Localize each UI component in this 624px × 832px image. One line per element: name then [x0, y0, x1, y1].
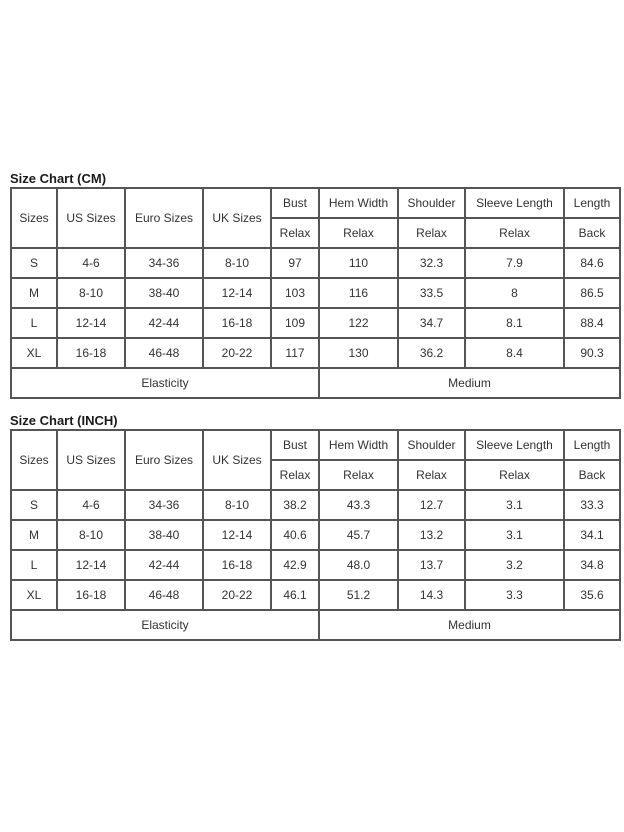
- subheader-sleeve-fit: Relax: [465, 218, 564, 248]
- table-row: [11, 248, 620, 278]
- header-bust: Bust: [271, 188, 319, 218]
- cell-hem: 43.3: [319, 490, 398, 520]
- elasticity-label: Elasticity: [11, 610, 319, 640]
- cell-uk: 8-10: [203, 248, 271, 278]
- table-row: [11, 490, 620, 520]
- cell-uk: 20-22: [203, 580, 271, 610]
- cell-bust: 40.6: [271, 520, 319, 550]
- subheader-sleeve-fit: Relax: [465, 460, 564, 490]
- cell-euro: 34-36: [125, 490, 203, 520]
- cell-length: 34.8: [564, 550, 620, 580]
- cell-size: M: [11, 278, 57, 308]
- footer-row: [11, 368, 620, 398]
- cell-size: S: [11, 248, 57, 278]
- subheader-shoulder-fit: Relax: [398, 218, 465, 248]
- header-us-sizes: US Sizes: [57, 430, 125, 490]
- cell-euro: 46-48: [125, 580, 203, 610]
- size-chart-cm-table: [10, 187, 621, 399]
- table-row: [11, 308, 620, 338]
- cell-uk: 16-18: [203, 550, 271, 580]
- cell-euro: 38-40: [125, 520, 203, 550]
- cell-uk: 12-14: [203, 520, 271, 550]
- cell-uk: 8-10: [203, 490, 271, 520]
- header-us-sizes: US Sizes: [57, 188, 125, 248]
- cell-sleeve: 3.1: [465, 520, 564, 550]
- table-row: [11, 520, 620, 550]
- header-row: [11, 430, 620, 460]
- cell-length: 84.6: [564, 248, 620, 278]
- header-euro-sizes: Euro Sizes: [125, 430, 203, 490]
- cell-hem: 130: [319, 338, 398, 368]
- header-hem-width: Hem Width: [319, 430, 398, 460]
- header-bust: Bust: [271, 430, 319, 460]
- cell-hem: 48.0: [319, 550, 398, 580]
- cell-shoulder: 36.2: [398, 338, 465, 368]
- footer-row: [11, 610, 620, 640]
- cell-length: 86.5: [564, 278, 620, 308]
- header-row: [11, 188, 620, 218]
- cell-euro: 38-40: [125, 278, 203, 308]
- cell-hem: 110: [319, 248, 398, 278]
- cell-us: 16-18: [57, 338, 125, 368]
- cell-uk: 20-22: [203, 338, 271, 368]
- cell-sleeve: 3.3: [465, 580, 564, 610]
- header-shoulder: Shoulder: [398, 430, 465, 460]
- cell-us: 8-10: [57, 278, 125, 308]
- header-sizes: Sizes: [11, 430, 57, 490]
- subheader-bust-fit: Relax: [271, 218, 319, 248]
- subheader-hem-fit: Relax: [319, 460, 398, 490]
- cell-shoulder: 13.2: [398, 520, 465, 550]
- size-chart-cm-title: Size Chart (CM): [10, 171, 107, 186]
- cell-shoulder: 34.7: [398, 308, 465, 338]
- cell-bust: 117: [271, 338, 319, 368]
- cell-hem: 122: [319, 308, 398, 338]
- cell-sleeve: 3.2: [465, 550, 564, 580]
- header-sizes: Sizes: [11, 188, 57, 248]
- elasticity-value: Medium: [319, 368, 620, 398]
- elasticity-label: Elasticity: [11, 368, 319, 398]
- subheader-hem-fit: Relax: [319, 218, 398, 248]
- subheader-bust-fit: Relax: [271, 460, 319, 490]
- header-uk-sizes: UK Sizes: [203, 188, 271, 248]
- subheader-length-type: Back: [564, 218, 620, 248]
- cell-size: S: [11, 490, 57, 520]
- table-row: [11, 580, 620, 610]
- size-chart-inch-title: Size Chart (INCH): [10, 413, 118, 428]
- cell-shoulder: 13.7: [398, 550, 465, 580]
- cell-euro: 42-44: [125, 308, 203, 338]
- cell-size: XL: [11, 338, 57, 368]
- cell-length: 88.4: [564, 308, 620, 338]
- cell-size: XL: [11, 580, 57, 610]
- cell-sleeve: 7.9: [465, 248, 564, 278]
- cell-bust: 38.2: [271, 490, 319, 520]
- cell-sleeve: 8.4: [465, 338, 564, 368]
- cell-length: 35.6: [564, 580, 620, 610]
- cell-sleeve: 3.1: [465, 490, 564, 520]
- header-uk-sizes: UK Sizes: [203, 430, 271, 490]
- elasticity-value: Medium: [319, 610, 620, 640]
- cell-shoulder: 12.7: [398, 490, 465, 520]
- cell-us: 16-18: [57, 580, 125, 610]
- table-row: [11, 338, 620, 368]
- cell-us: 12-14: [57, 550, 125, 580]
- cell-hem: 45.7: [319, 520, 398, 550]
- cell-size: M: [11, 520, 57, 550]
- cell-euro: 34-36: [125, 248, 203, 278]
- subheader-shoulder-fit: Relax: [398, 460, 465, 490]
- cell-bust: 46.1: [271, 580, 319, 610]
- header-shoulder: Shoulder: [398, 188, 465, 218]
- cell-length: 33.3: [564, 490, 620, 520]
- cell-size: L: [11, 308, 57, 338]
- header-length: Length: [564, 188, 620, 218]
- header-sleeve-length: Sleeve Length: [465, 430, 564, 460]
- cell-bust: 109: [271, 308, 319, 338]
- cell-length: 34.1: [564, 520, 620, 550]
- cell-us: 4-6: [57, 248, 125, 278]
- cell-us: 12-14: [57, 308, 125, 338]
- cell-sleeve: 8: [465, 278, 564, 308]
- header-euro-sizes: Euro Sizes: [125, 188, 203, 248]
- cell-sleeve: 8.1: [465, 308, 564, 338]
- cell-hem: 116: [319, 278, 398, 308]
- subheader-length-type: Back: [564, 460, 620, 490]
- cell-shoulder: 32.3: [398, 248, 465, 278]
- table-row: [11, 278, 620, 308]
- cell-bust: 42.9: [271, 550, 319, 580]
- header-hem-width: Hem Width: [319, 188, 398, 218]
- cell-us: 8-10: [57, 520, 125, 550]
- cell-uk: 12-14: [203, 278, 271, 308]
- cell-uk: 16-18: [203, 308, 271, 338]
- size-chart-inch-table: [10, 429, 621, 641]
- cell-size: L: [11, 550, 57, 580]
- header-length: Length: [564, 430, 620, 460]
- cell-bust: 103: [271, 278, 319, 308]
- cell-bust: 97: [271, 248, 319, 278]
- cell-shoulder: 33.5: [398, 278, 465, 308]
- cell-hem: 51.2: [319, 580, 398, 610]
- cell-euro: 42-44: [125, 550, 203, 580]
- cell-length: 90.3: [564, 338, 620, 368]
- header-sleeve-length: Sleeve Length: [465, 188, 564, 218]
- table-row: [11, 550, 620, 580]
- cell-shoulder: 14.3: [398, 580, 465, 610]
- cell-us: 4-6: [57, 490, 125, 520]
- cell-euro: 46-48: [125, 338, 203, 368]
